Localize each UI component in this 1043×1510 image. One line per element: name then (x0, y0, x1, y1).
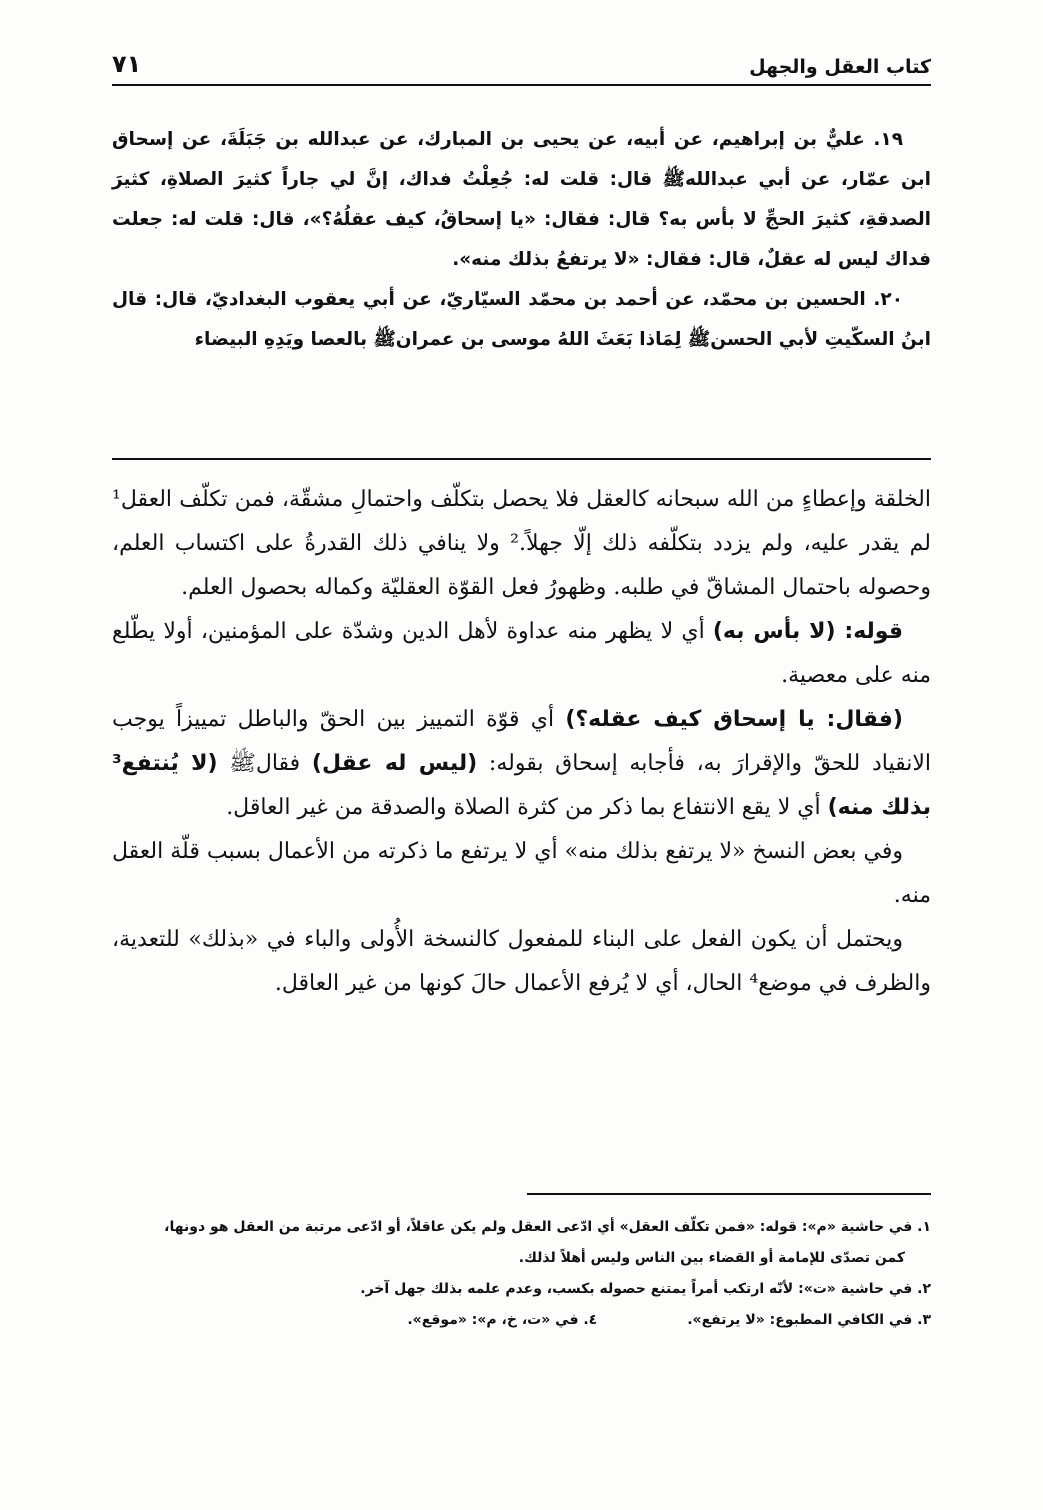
hadith-20: ٢٠. الحسين بن محمّد، عن أحمد بن محمّد السيّاريّ، عن أبي يعقوب البغداديّ، قال: قال ابنُ السكّيتِ لأبي الحسنﷺ لِمَاذا بَعَثَ اللهُ موسى بن عمرانﷺ بالعصا ويَدِهِ البيضاء (112, 289, 931, 350)
footnote-row (112, 1305, 931, 1336)
quoted-phrase: (فقال: يا إسحاق كيف عقله؟) (565, 707, 903, 732)
running-title: كتاب العقل والجهل (749, 56, 931, 78)
footnote-divider (527, 1193, 931, 1195)
quoted-phrase: (ليس له عقل) (311, 751, 478, 776)
hadith-19: ١٩. عليٌّ بن إبراهيم، عن أبيه، عن يحيى بن المبارك، عن عبدالله بن جَبَلَةَ، عن إسحاق ابن عمّار، عن أبي عبداللهﷺ قال: قلت له: جُعِلْتُ فداك، إنَّ لي جاراً كثيرَ الصلاةِ، كثيرَ الصدقةِ، كثيرَ الحجِّ لا بأس به؟ قال: فقال: «يا إسحاقُ، كيف عقلُهُ؟»، قال: قلت له: جعلت فداك ليس له عقلٌ، قال: فقال: «لا يرتفعُ بذلك منه». (112, 129, 931, 270)
footnote-1: ١. في حاشية «م»: قوله: «فمن تكلّف العقل» أي ادّعى العقل ولم يكن عاقلاً، أو ادّعى مرتبة من العقل هو دونها، (164, 1219, 931, 1235)
quoted-phrase: قوله: (لا بأس به) (712, 619, 903, 644)
page-header (112, 38, 931, 86)
commentary-text: أي قوّة التمييز بين الحقّ والباطل تمييزاً يوجب الانقياد للحقّ والإقرارَ به، فأجابه إسحاق بقوله: (112, 707, 931, 776)
commentary-paragraph-2 (112, 610, 931, 698)
footnote-1-continued: كمن تصدّى للإمامة أو القضاء بين الناس وليس أهلاً لذلك. (518, 1250, 905, 1266)
commentary-paragraph-5: ويحتمل أن يكون الفعل على البناء للمفعول كالنسخة الأُولى والباء في «بذلك» للتعدية، والظرف في موضع⁴ الحال، أي لا يُرفع الأعمال حالَ كونها من غير العاقل. (112, 927, 931, 996)
footnote-4: ٤. في «ت، خ، م»: «موقع». (407, 1312, 598, 1328)
section-divider (112, 458, 931, 460)
commentary-paragraph-1: الخلقة وإعطاءٍ من الله سبحانه كالعقل فلا يحصل بتكلّف واحتمالِ مشقّة، فمن تكلّف العقل¹ لم يقدر عليه، ولم يزدد بتكلّفه ذلك إلّا جهلاً.² ولا ينافي ذلك القدرةُ على اكتساب العلم، وحصوله باحتمال المشاقّ في طلبه. وظهورُ فعل القوّة العقليّة وكماله بحصول العلم. (112, 487, 931, 600)
commentary-text: أي لا يقع الانتفاع بما ذكر من كثرة الصلاة والصدقة من غير العاقل. (226, 795, 828, 820)
commentary-paragraph-4: وفي بعض النسخ «لا يرتفع بذلك منه» أي لا يرتفع ما ذكرته من الأعمال بسبب قلّة العقل منه. (112, 839, 931, 908)
footnotes-section (112, 1212, 931, 1336)
commentary-paragraph-3 (112, 698, 931, 830)
commentary-text: فقالﷺ (217, 751, 312, 776)
quoted-phrase: (لا يُنتفع³ بذلك منه) (112, 751, 931, 820)
footnote-3: ٣. في الكافي المطبوع: «لا يرتفع». (687, 1312, 931, 1328)
commentary-text: أي لا يظهر منه عداوة لأهل الدين وشدّة على المؤمنين، أولا يطّلع منه على معصية. (112, 619, 931, 688)
hadith-section (112, 120, 931, 360)
page-number: ٧١ (112, 50, 142, 78)
commentary-section (112, 478, 931, 1006)
footnote-2: ٢. في حاشية «ت»: لأنّه ارتكب أمراً يمتنع حصوله بكسب، وعدم علمه بذلك جهل آخر. (360, 1281, 931, 1297)
